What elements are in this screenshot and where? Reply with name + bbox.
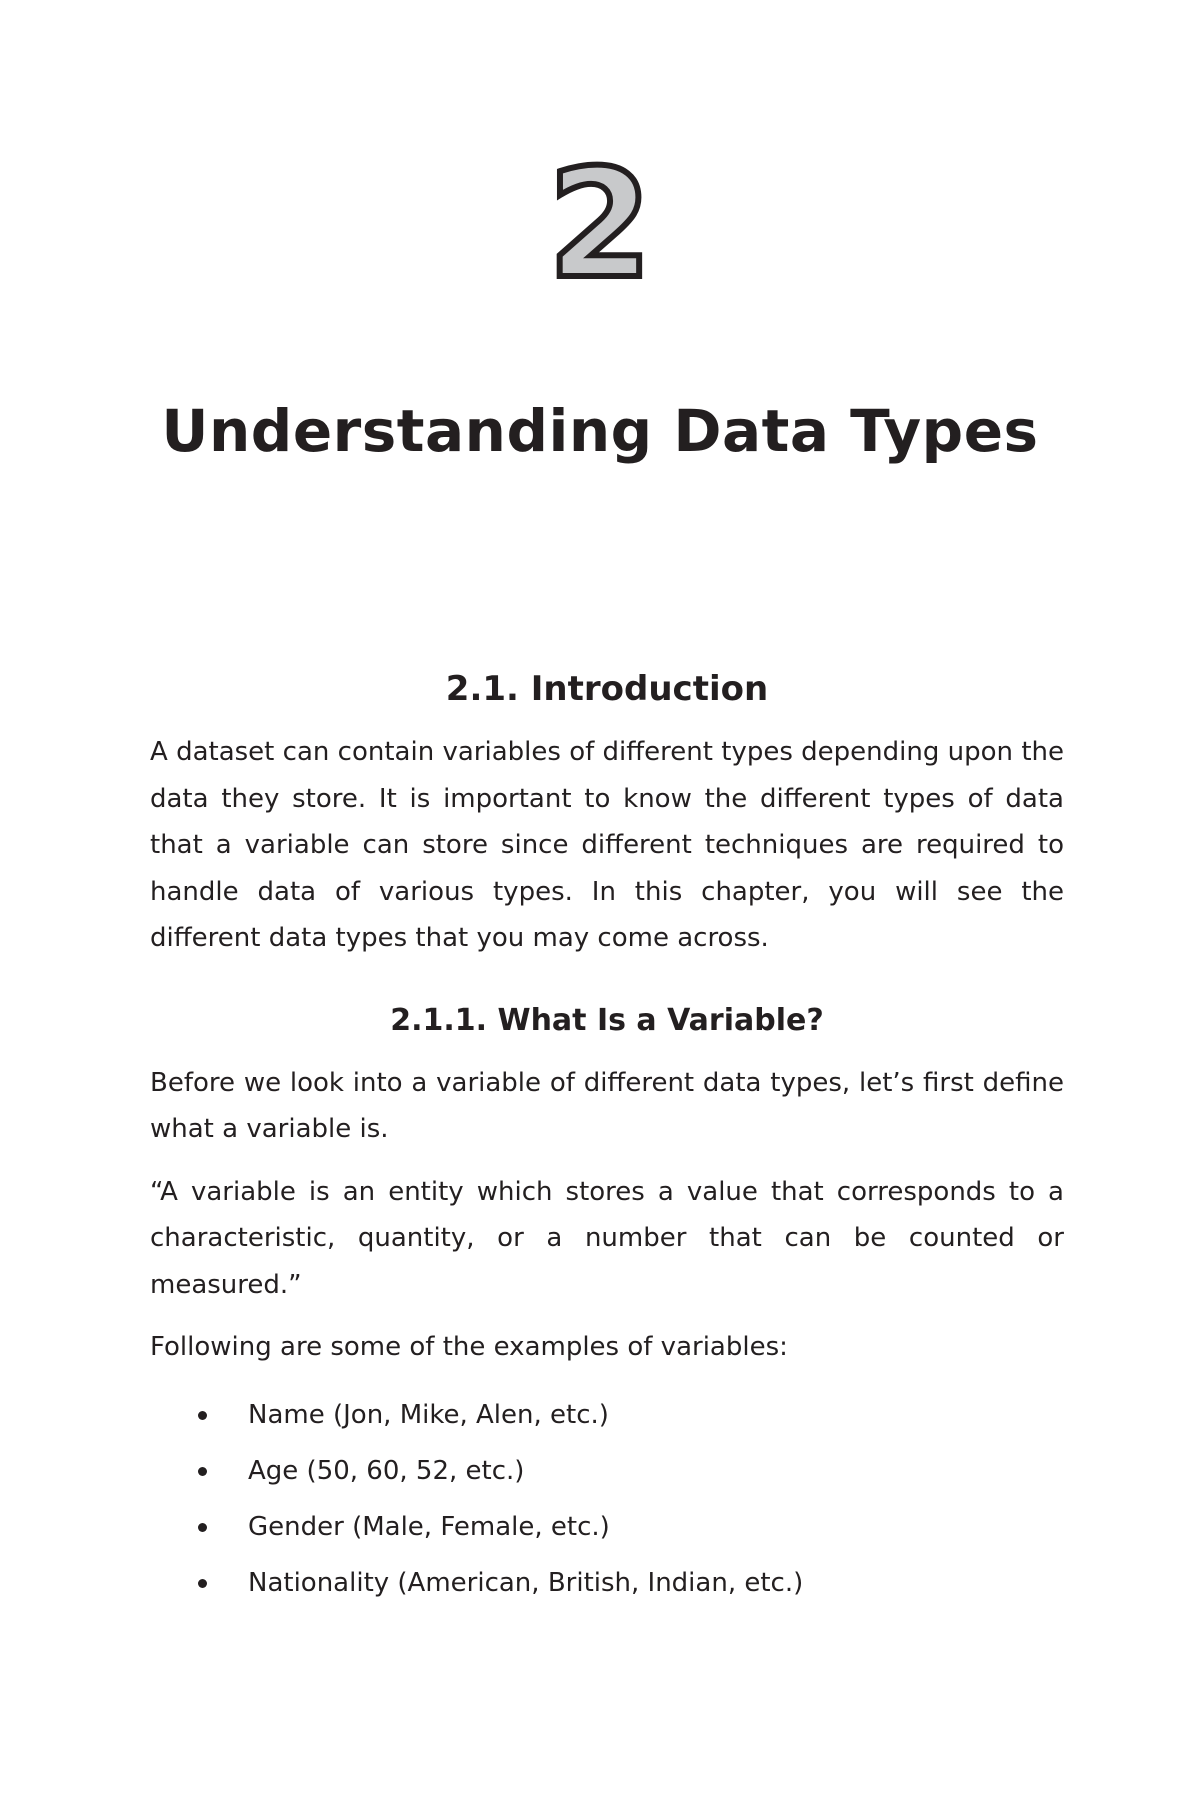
definition-quote-paragraph: “A variable is an entity which stores a value that corresponds to a characteristic, quantity, or a number that can be counted or measured.” <box>150 1176 1064 1300</box>
bullet-icon <box>198 1523 207 1532</box>
chapter-number: 2 <box>547 138 653 312</box>
list-item <box>150 1555 1064 1611</box>
list-item-text: Age (50, 60, 52, etc.) <box>248 1455 525 1486</box>
chapter-title: Understanding Data Types <box>161 397 1039 465</box>
examples-lead-paragraph: Following are some of the examples of variables: <box>150 1332 788 1362</box>
list-item-text: Gender (Male, Female, etc.) <box>248 1511 610 1542</box>
list-item <box>150 1443 1064 1499</box>
bullet-icon <box>198 1467 207 1476</box>
list-item-text: Nationality (American, British, Indian, etc.) <box>248 1567 804 1598</box>
subsection-heading: 2.1.1. What Is a Variable? <box>390 1002 824 1038</box>
section-heading: 2.1. Introduction <box>445 669 769 709</box>
bullet-icon <box>198 1411 207 1420</box>
intro-paragraph: A dataset can contain variables of different types depending upon the data they store. It is important to know the different types of data that a variable can store since different techniques are required to handle data of various types. In this chapter, you will see the different data types that you may come across. <box>150 737 1064 953</box>
chapter-content <box>150 665 1064 1611</box>
list-item <box>150 1387 1064 1443</box>
variable-examples-list <box>150 1387 1064 1611</box>
definition-lead-paragraph: Before we look into a variable of different data types, let’s first define what a variable is. <box>150 1067 1064 1144</box>
list-item-text: Name (Jon, Mike, Alen, etc.) <box>248 1399 609 1430</box>
list-item <box>150 1499 1064 1555</box>
bullet-icon <box>198 1579 207 1588</box>
